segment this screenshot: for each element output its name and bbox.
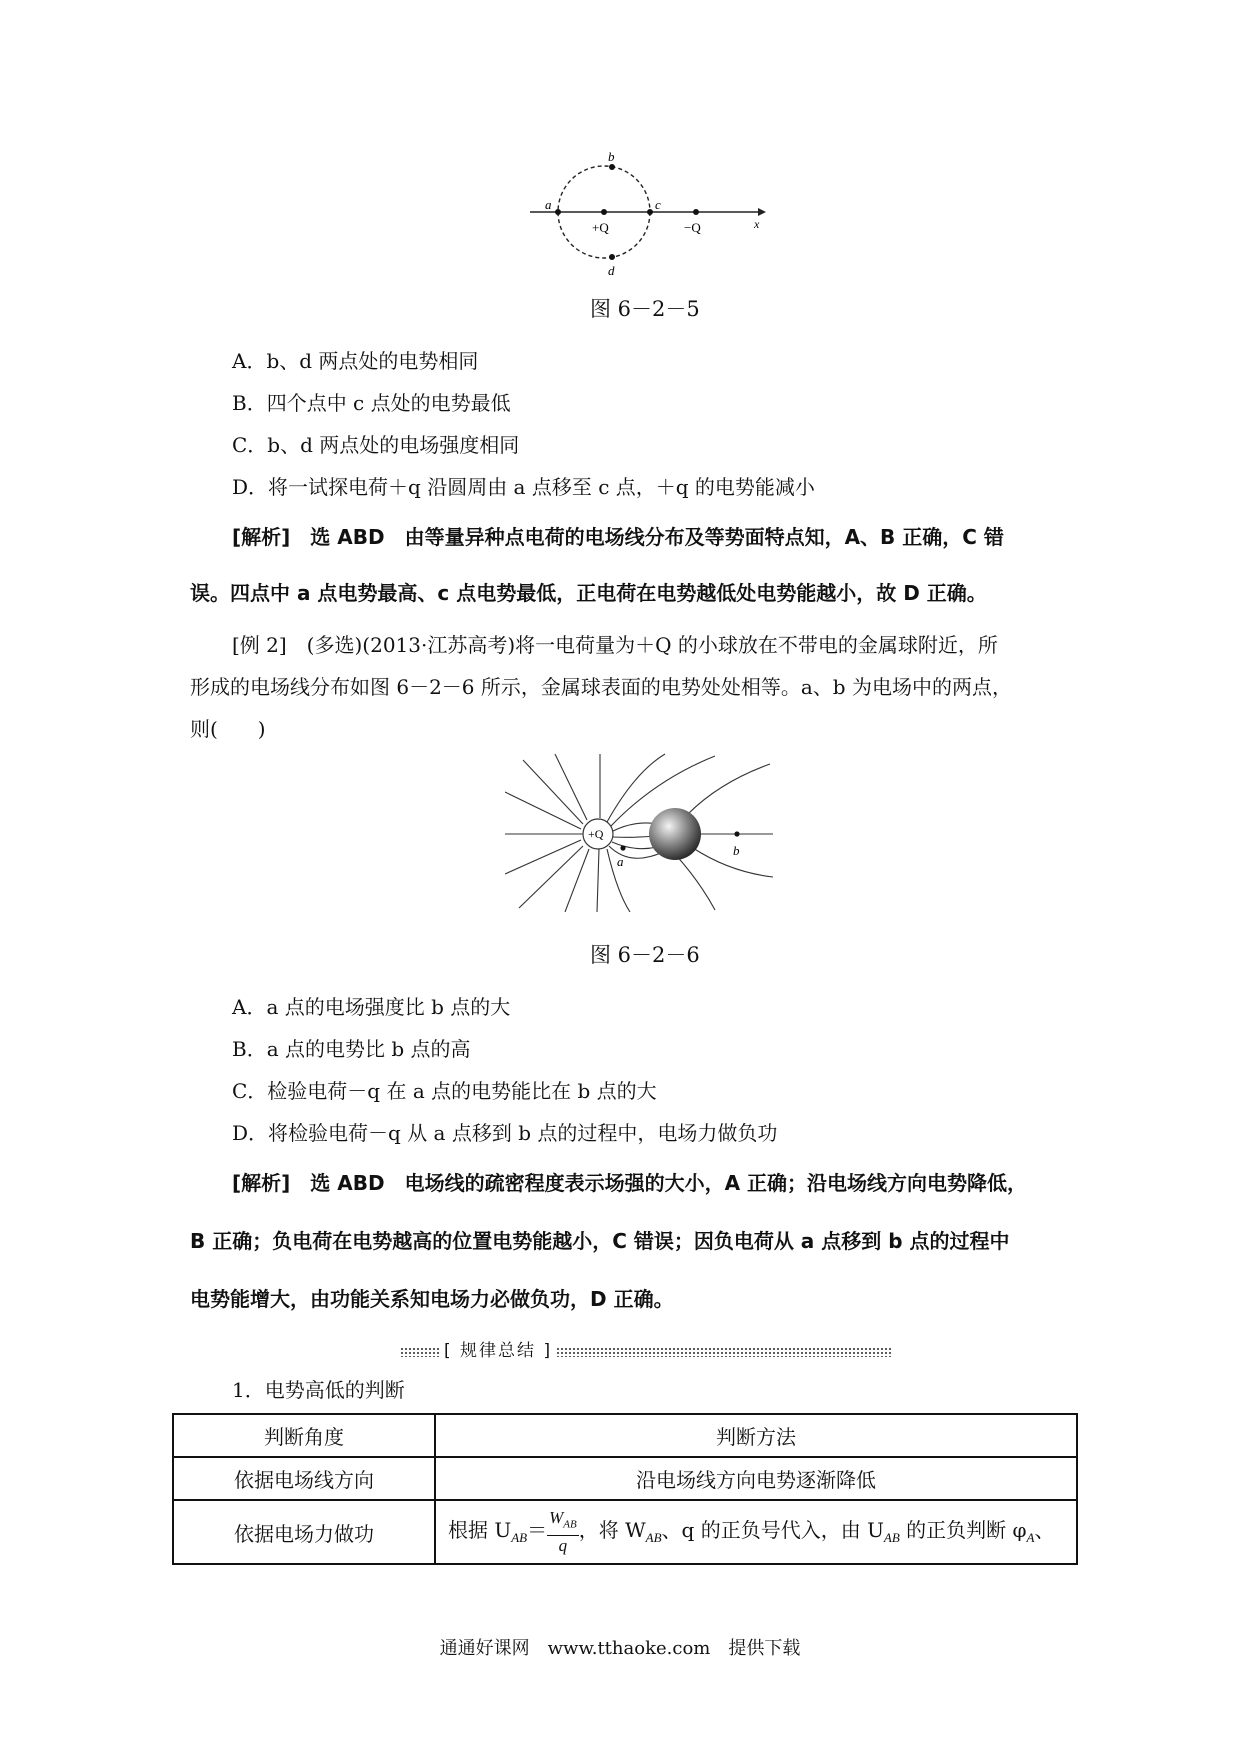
fraction-numerator xyxy=(547,1508,579,1535)
table-header-row xyxy=(173,1414,1077,1457)
figure-caption-6-2-6: 图 6－2－6 xyxy=(590,943,700,967)
table-row xyxy=(173,1457,1077,1500)
option-1-A: A．b、d 两点处的电势相同 xyxy=(232,349,479,373)
analysis-2-line-3: 电势能增大，由功能关系知电场力必做负功，D 正确。 xyxy=(190,1287,674,1311)
page-footer: 通通好课网 www.tthaoke.com 提供下载 xyxy=(439,1638,801,1659)
analysis-1-line-1: [解析] 选 ABD 由等量异种点电荷的电场线分布及等势面特点知，A、B 正确，C 错 xyxy=(232,525,1004,549)
charge-plus-Q xyxy=(601,209,607,215)
label-a: a xyxy=(545,197,552,212)
point-c xyxy=(647,209,653,215)
subscript: AB xyxy=(883,1530,900,1546)
point-d xyxy=(609,254,615,260)
figure-6-2-5 xyxy=(520,148,770,283)
label-b: b xyxy=(733,843,740,858)
option-2-D: D．将检验电荷－q 从 a 点移到 b 点的过程中，电场力做负功 xyxy=(232,1121,778,1145)
point-b xyxy=(609,164,615,170)
formula-text: 的正负判断 φ xyxy=(899,1518,1027,1543)
formula-equals: ＝ xyxy=(527,1518,548,1543)
label-b: b xyxy=(608,149,615,164)
numerator-symbol: W xyxy=(549,1508,564,1528)
label-x: x xyxy=(754,217,760,231)
table-cell: 依据电场线方向 xyxy=(173,1457,435,1500)
summary-item-1: 1．电势高低的判断 xyxy=(232,1378,405,1402)
table-header-cell: 判断角度 xyxy=(173,1414,435,1457)
table-cell: 沿电场线方向电势逐渐降低 xyxy=(435,1457,1077,1500)
analysis-1-line-2: 误。四点中 a 点电势最高、c 点电势最低，正电荷在电势越低处电势能越小，故 D 正确。 xyxy=(190,581,987,605)
analysis-2-line-1: [解析] 选 ABD 电场线的疏密程度表示场强的大小，A 正确；沿电场线方向电势降低， xyxy=(232,1171,1028,1195)
fraction-denominator: q xyxy=(558,1535,568,1555)
label-minus-Q: −Q xyxy=(684,220,701,235)
formula-text: 、 xyxy=(1034,1518,1055,1543)
formula-text: 、q 的正负号代入，由 U xyxy=(661,1518,884,1543)
point-b xyxy=(734,831,739,836)
formula-text: 根据 U xyxy=(448,1518,512,1543)
option-2-C: C．检验电荷－q 在 a 点的电势能比在 b 点的大 xyxy=(232,1079,657,1103)
example-2-line-1: [例 2] (多选)(2013·江苏高考)将一电荷量为＋Q 的小球放在不带电的金属球附近，所 xyxy=(232,633,998,657)
summary-header: [ 规律总结 ] xyxy=(444,1341,553,1361)
label-d: d xyxy=(608,263,615,278)
formula-text: ，将 W xyxy=(578,1518,646,1543)
summary-divider-left xyxy=(400,1347,440,1357)
option-1-D: D．将一试探电荷＋q 沿圆周由 a 点移至 c 点，＋q 的电势能减小 xyxy=(232,475,815,499)
summary-divider-right xyxy=(556,1347,892,1357)
option-1-C: C．b、d 两点处的电场强度相同 xyxy=(232,433,520,457)
figure-caption-6-2-5: 图 6－2－5 xyxy=(590,297,700,321)
example-2-line-3: 则( ) xyxy=(190,717,266,741)
subscript: A xyxy=(1026,1530,1035,1546)
option-2-A: A．a 点的电场强度比 b 点的大 xyxy=(232,995,511,1019)
field-lines xyxy=(505,754,773,912)
subscript: AB xyxy=(511,1530,528,1546)
subscript: AB xyxy=(645,1530,662,1546)
figure-6-2-6 xyxy=(505,752,775,912)
analysis-2-line-2: B 正确；负电荷在电势越高的位置电势能越小，C 错误；因负电荷从 a 点移到 b 点的过程中 xyxy=(190,1229,1010,1253)
metal-sphere xyxy=(649,808,701,860)
label-plus-Q: +Q xyxy=(592,220,609,235)
option-1-B: B．四个点中 c 点处的电势最低 xyxy=(232,391,511,415)
point-a xyxy=(620,845,625,850)
option-2-B: B．a 点的电势比 b 点的高 xyxy=(232,1037,471,1061)
x-axis-arrow xyxy=(758,208,766,216)
table-header-cell: 判断方法 xyxy=(435,1414,1077,1457)
charge-minus-Q xyxy=(693,209,699,215)
label-c: c xyxy=(655,197,661,212)
label-a: a xyxy=(617,854,624,869)
point-a xyxy=(555,209,561,215)
subscript: AB xyxy=(563,1518,577,1531)
table-row xyxy=(173,1500,1077,1564)
table-cell-formula xyxy=(435,1500,1077,1564)
example-2-line-2: 形成的电场线分布如图 6－2－6 所示，金属球表面的电势处处相等。a、b 为电场中的两点， xyxy=(190,675,1012,699)
potential-judgment-table xyxy=(172,1413,1078,1565)
fraction xyxy=(547,1508,579,1555)
table-cell: 依据电场力做功 xyxy=(173,1500,435,1564)
label-plus-Q: +Q xyxy=(588,827,604,841)
